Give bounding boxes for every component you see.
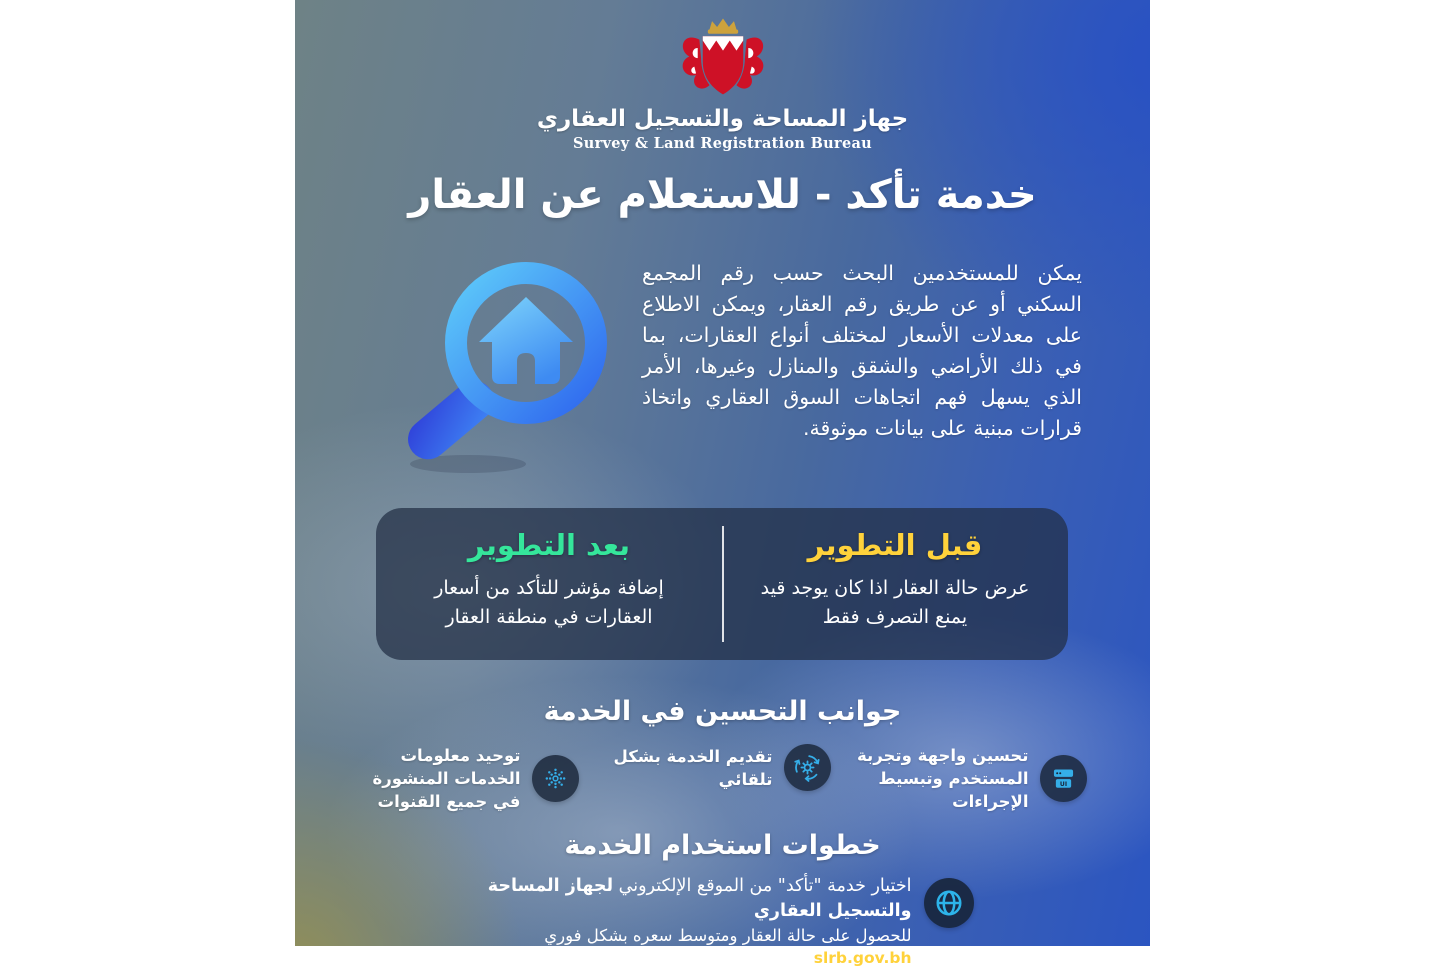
- logo-arabic-name: جهاز المساحة والتسجيل العقاري: [536, 106, 909, 132]
- intro-paragraph: يمكن للمستخدمين البحث حسب رقم المجمع السكني أو عن طريق رقم العقار، ويمكن الاطلاع على معدلات الأسعار لمختلف أنواع العقارات، بما في ذلك الأراضي والشقق والمنازل وغيرها، الأمر الذي يسهل فهم اتجاهات السوق العقاري واتخاذ قرارات مبنية على بيانات موثوقة.: [642, 261, 1082, 440]
- improvements-row: [295, 744, 1150, 813]
- ui-window-icon: [1040, 755, 1087, 802]
- step-line1-regular: اختيار خدمة "تأكد" من الموقع الإلكتروني: [613, 876, 912, 896]
- svg-text:UI: UI: [1059, 780, 1067, 788]
- network-dots-icon: [532, 755, 579, 802]
- improvement-item-automatic: [605, 744, 831, 791]
- after-column: [376, 508, 722, 660]
- after-text: إضافة مؤشر للتأكد من أسعار العقارات في منطقة العقار: [434, 577, 664, 628]
- improvements-heading: جوانب التحسين في الخدمة: [543, 696, 902, 727]
- improvement-item-ui: [857, 744, 1087, 813]
- improvement-item-unified-info: [359, 744, 579, 813]
- page-title: خدمة تأكد - للاستعلام عن العقار: [408, 172, 1037, 218]
- after-title: بعد التطوير: [467, 528, 631, 562]
- automation-gear-icon: [784, 744, 831, 791]
- bahrain-crest-icon: [664, 16, 782, 102]
- before-title: قبل التطوير: [807, 528, 983, 562]
- logo-english-name: Survey & Land Registration Bureau: [572, 135, 873, 152]
- before-text: عرض حالة العقار اذا كان يوجد قيد يمنع التصرف فقط: [760, 577, 1030, 628]
- improvement-text: توحيد معلومات الخدمات المنشورة في جميع القنوات: [372, 746, 521, 811]
- step-line2: للحصول على حالة العقار ومتوسط سعره بشكل فوري: [544, 926, 912, 945]
- step-line1-bold: لجهاز المساحة والتسجيل العقاري: [487, 876, 912, 921]
- globe-icon: [924, 878, 974, 928]
- before-after-panel: [376, 508, 1068, 660]
- house-magnifier-icon: [393, 248, 618, 478]
- improvement-text: تقديم الخدمة بشكل تلقائي: [613, 746, 773, 789]
- step-text: [472, 874, 912, 967]
- steps-heading: خطوات استخدام الخدمة: [564, 830, 881, 861]
- step-1: [295, 874, 1150, 967]
- before-column: [722, 508, 1068, 660]
- slrb-logo: [295, 16, 1150, 152]
- infographic-poster: [295, 0, 1150, 967]
- step-line1: [472, 874, 912, 924]
- improvement-text: تحسين واجهة وتجربة المستخدم وتبسيط الإجراءات: [857, 746, 1029, 811]
- vertical-divider: [722, 526, 724, 642]
- website-link[interactable]: slrb.gov.bh: [813, 949, 912, 967]
